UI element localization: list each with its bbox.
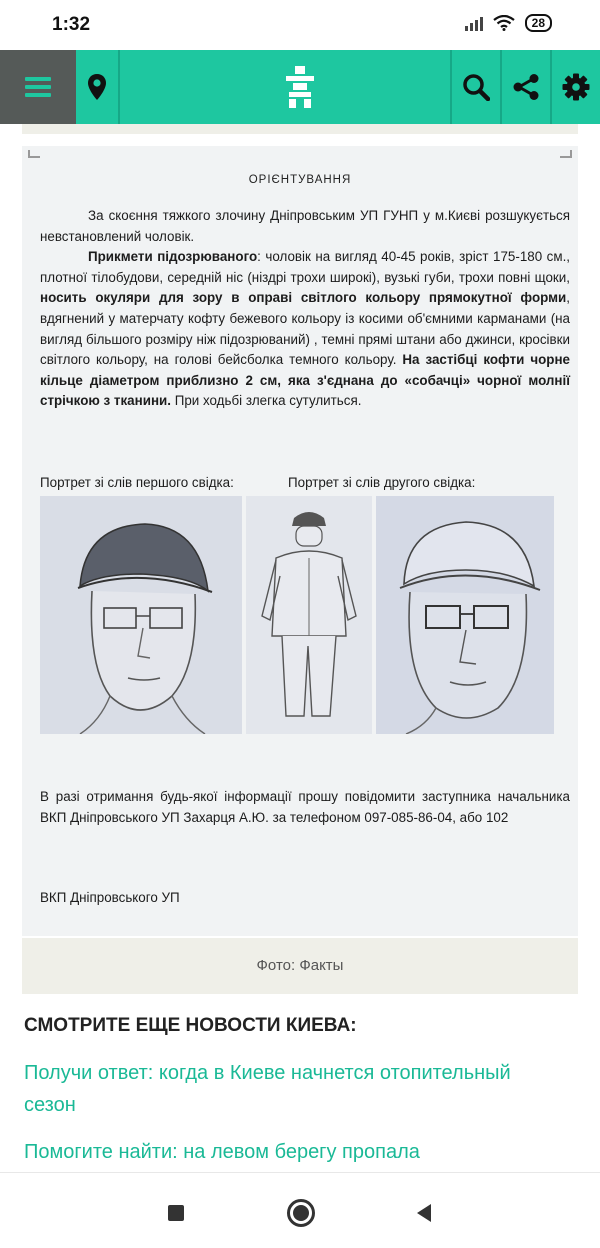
inukshuk-logo-icon — [285, 65, 315, 109]
sketch-face-icon — [40, 496, 242, 734]
scan-corner-mark — [560, 150, 572, 158]
status-bar — [0, 0, 600, 50]
portrait-caption-2: Портрет зі слів другого свідка: — [288, 475, 476, 490]
wifi-icon — [493, 15, 515, 31]
search-button[interactable] — [450, 50, 500, 124]
news-link-missing-person[interactable]: Помогите найти: на левом берегу пропала — [24, 1141, 420, 1163]
signal-icon — [465, 15, 483, 31]
document-signature: ВКП Дніпровського УП — [40, 890, 180, 905]
back-icon — [414, 1202, 434, 1224]
app-toolbar — [0, 50, 600, 124]
status-icons — [465, 14, 552, 32]
gear-icon — [562, 73, 590, 101]
portrait-first-witness — [40, 496, 242, 734]
status-time: 1:32 — [52, 14, 91, 35]
news-link-heating-season[interactable]: Получи ответ: когда в Киеве начнется отопительный сезон — [24, 1062, 511, 1116]
system-nav-bar — [0, 1172, 600, 1248]
sketch-body-icon — [246, 496, 372, 734]
document-body — [40, 206, 570, 412]
document-contact: В разі отримання будь-якої інформації прошу повідомити заступника начальника ВКП Дніпровського УП Захарця А.Ю. за телефоном 097-085-86-04, або 102 — [40, 789, 570, 825]
signs-bold-1: носить окуляри для зору в оправі світлого кольору прямокутної форми — [40, 290, 567, 306]
share-button[interactable] — [500, 50, 550, 124]
document-signs — [40, 247, 570, 412]
portrait-captions — [40, 475, 570, 490]
back-button[interactable] — [406, 1195, 442, 1231]
recent-apps-button[interactable] — [158, 1195, 194, 1231]
home-button[interactable] — [283, 1195, 319, 1231]
share-icon — [512, 73, 540, 101]
search-icon — [462, 73, 490, 101]
scan-corner-mark — [28, 150, 40, 158]
portrait-caption-1: Портрет зі слів першого свідка: — [40, 475, 234, 490]
site-logo[interactable] — [270, 50, 330, 124]
location-pin-icon — [87, 73, 107, 101]
location-button[interactable] — [76, 50, 120, 124]
content-top-band — [22, 124, 578, 134]
recent-apps-icon — [167, 1204, 185, 1222]
battery-icon: 28 — [525, 14, 552, 32]
signs-text-3: При ходьбі злегка сутулиться. — [170, 393, 362, 409]
home-icon — [286, 1198, 316, 1228]
document-heading: ОРІЄНТУВАННЯ — [248, 174, 352, 186]
settings-button[interactable] — [550, 50, 600, 124]
menu-icon — [25, 73, 51, 101]
article-image[interactable] — [22, 146, 578, 936]
more-news-title: СМОТРИТЕ ЕЩЕ НОВОСТИ КИЕВА: — [24, 1015, 357, 1036]
document-intro: За скоєння тяжкого злочину Дніпровським УП ГУНП у м.Києві розшукується невстановлений чоловік. — [40, 208, 570, 244]
photo-caption: Фото: Факты — [22, 938, 578, 994]
portrait-full-body — [246, 496, 372, 734]
portrait-second-witness — [376, 496, 554, 734]
signs-bold-2: На застібці кофти чорне кільце діаметром приблизно 2 см, яка з'єднана до «собачці» чорної молнії стрічкою з тканини. — [40, 352, 570, 409]
signs-text-1: : чоловік на вигляд 40-45 років, зріст 175-180 см., плотної тілобудови, середній ніс (ніздрі трохи широкі), вузькі губи, трохи повні щоки, — [40, 249, 571, 285]
sketch-face-icon — [376, 496, 554, 734]
menu-button[interactable] — [0, 50, 76, 124]
signs-text-2: , вдягнений у матерчату кофту бежевого кольору із косими об'ємними карманами (на вигляд більшого розміру ніж підозрюваний) , темні прямі штани або джинси, кросівки світлого кольору, на голові бейсболка темного кольору. — [40, 290, 570, 368]
signs-label: Прикмети підозрюваного — [88, 249, 258, 265]
